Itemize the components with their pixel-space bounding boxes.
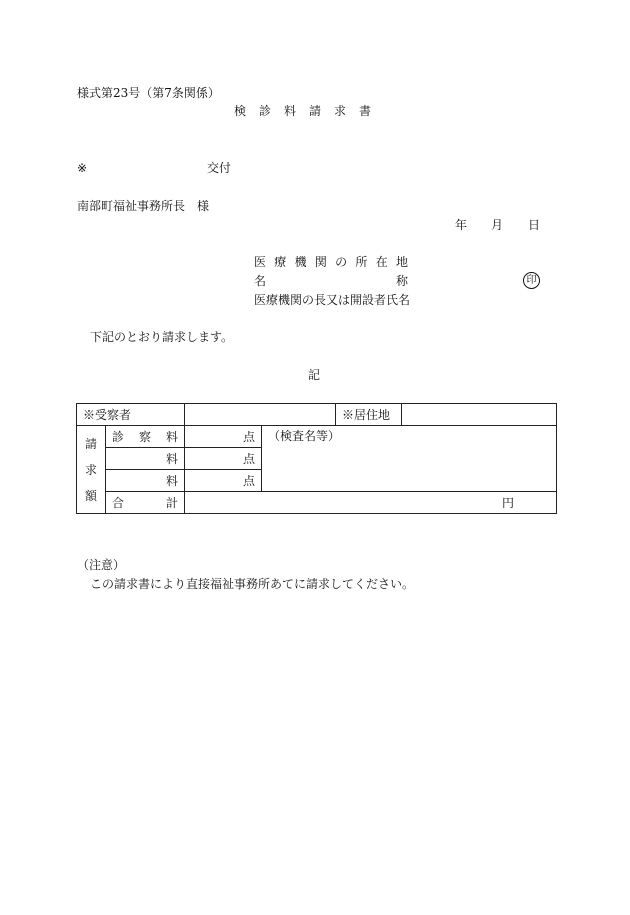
test-names-label: （検査名等）	[268, 429, 341, 443]
notes-heading: （注意）	[77, 558, 126, 572]
fee-2-points[interactable]: 点	[185, 470, 262, 492]
table-row-exam-fee	[77, 426, 557, 448]
date-month: 月	[491, 218, 504, 232]
institution-head-label: 医療機関の長又は開設者氏名	[254, 293, 411, 307]
residence-value[interactable]	[402, 404, 557, 426]
table-row-patient	[77, 404, 557, 426]
total-yen[interactable]: 円	[185, 492, 557, 514]
seal-mark: 印	[523, 272, 540, 289]
patient-value[interactable]	[185, 404, 336, 426]
page-title: 検 診 料 請 求 書	[234, 104, 372, 118]
fee-1-points[interactable]: 点	[185, 448, 262, 470]
form-number: 様式第23号（第7条関係）	[77, 86, 220, 100]
institution-address-label: 医 療 機 関 の 所 在 地	[254, 255, 408, 269]
residence-label: ※居住地	[336, 404, 402, 426]
ki-heading: 記	[308, 368, 321, 382]
test-names-area[interactable]	[262, 426, 557, 492]
claim-table	[76, 403, 557, 514]
notes-text: この請求書により直接福祉事務所あてに請求してください。	[90, 577, 415, 591]
date-day: 日	[528, 218, 541, 232]
date-year: 年	[455, 218, 468, 232]
exam-fee-label: 診 察 料	[106, 426, 185, 448]
issue-mark: ※	[77, 161, 88, 175]
fee-1-label: 料	[106, 448, 185, 470]
recipient-name: 南部町福祉事務所長 様	[77, 199, 210, 213]
total-label: 合 計	[106, 492, 185, 514]
table-row-total	[77, 492, 557, 514]
fee-2-label: 料	[106, 470, 185, 492]
claim-amount-label: 請 求 額	[77, 426, 106, 514]
institution-name-label: 名 称	[254, 274, 408, 288]
request-statement: 下記のとおり請求します。	[90, 330, 234, 344]
patient-label: ※受察者	[77, 404, 185, 426]
exam-fee-points[interactable]: 点	[185, 426, 262, 448]
issue-label: 交付	[207, 161, 232, 175]
